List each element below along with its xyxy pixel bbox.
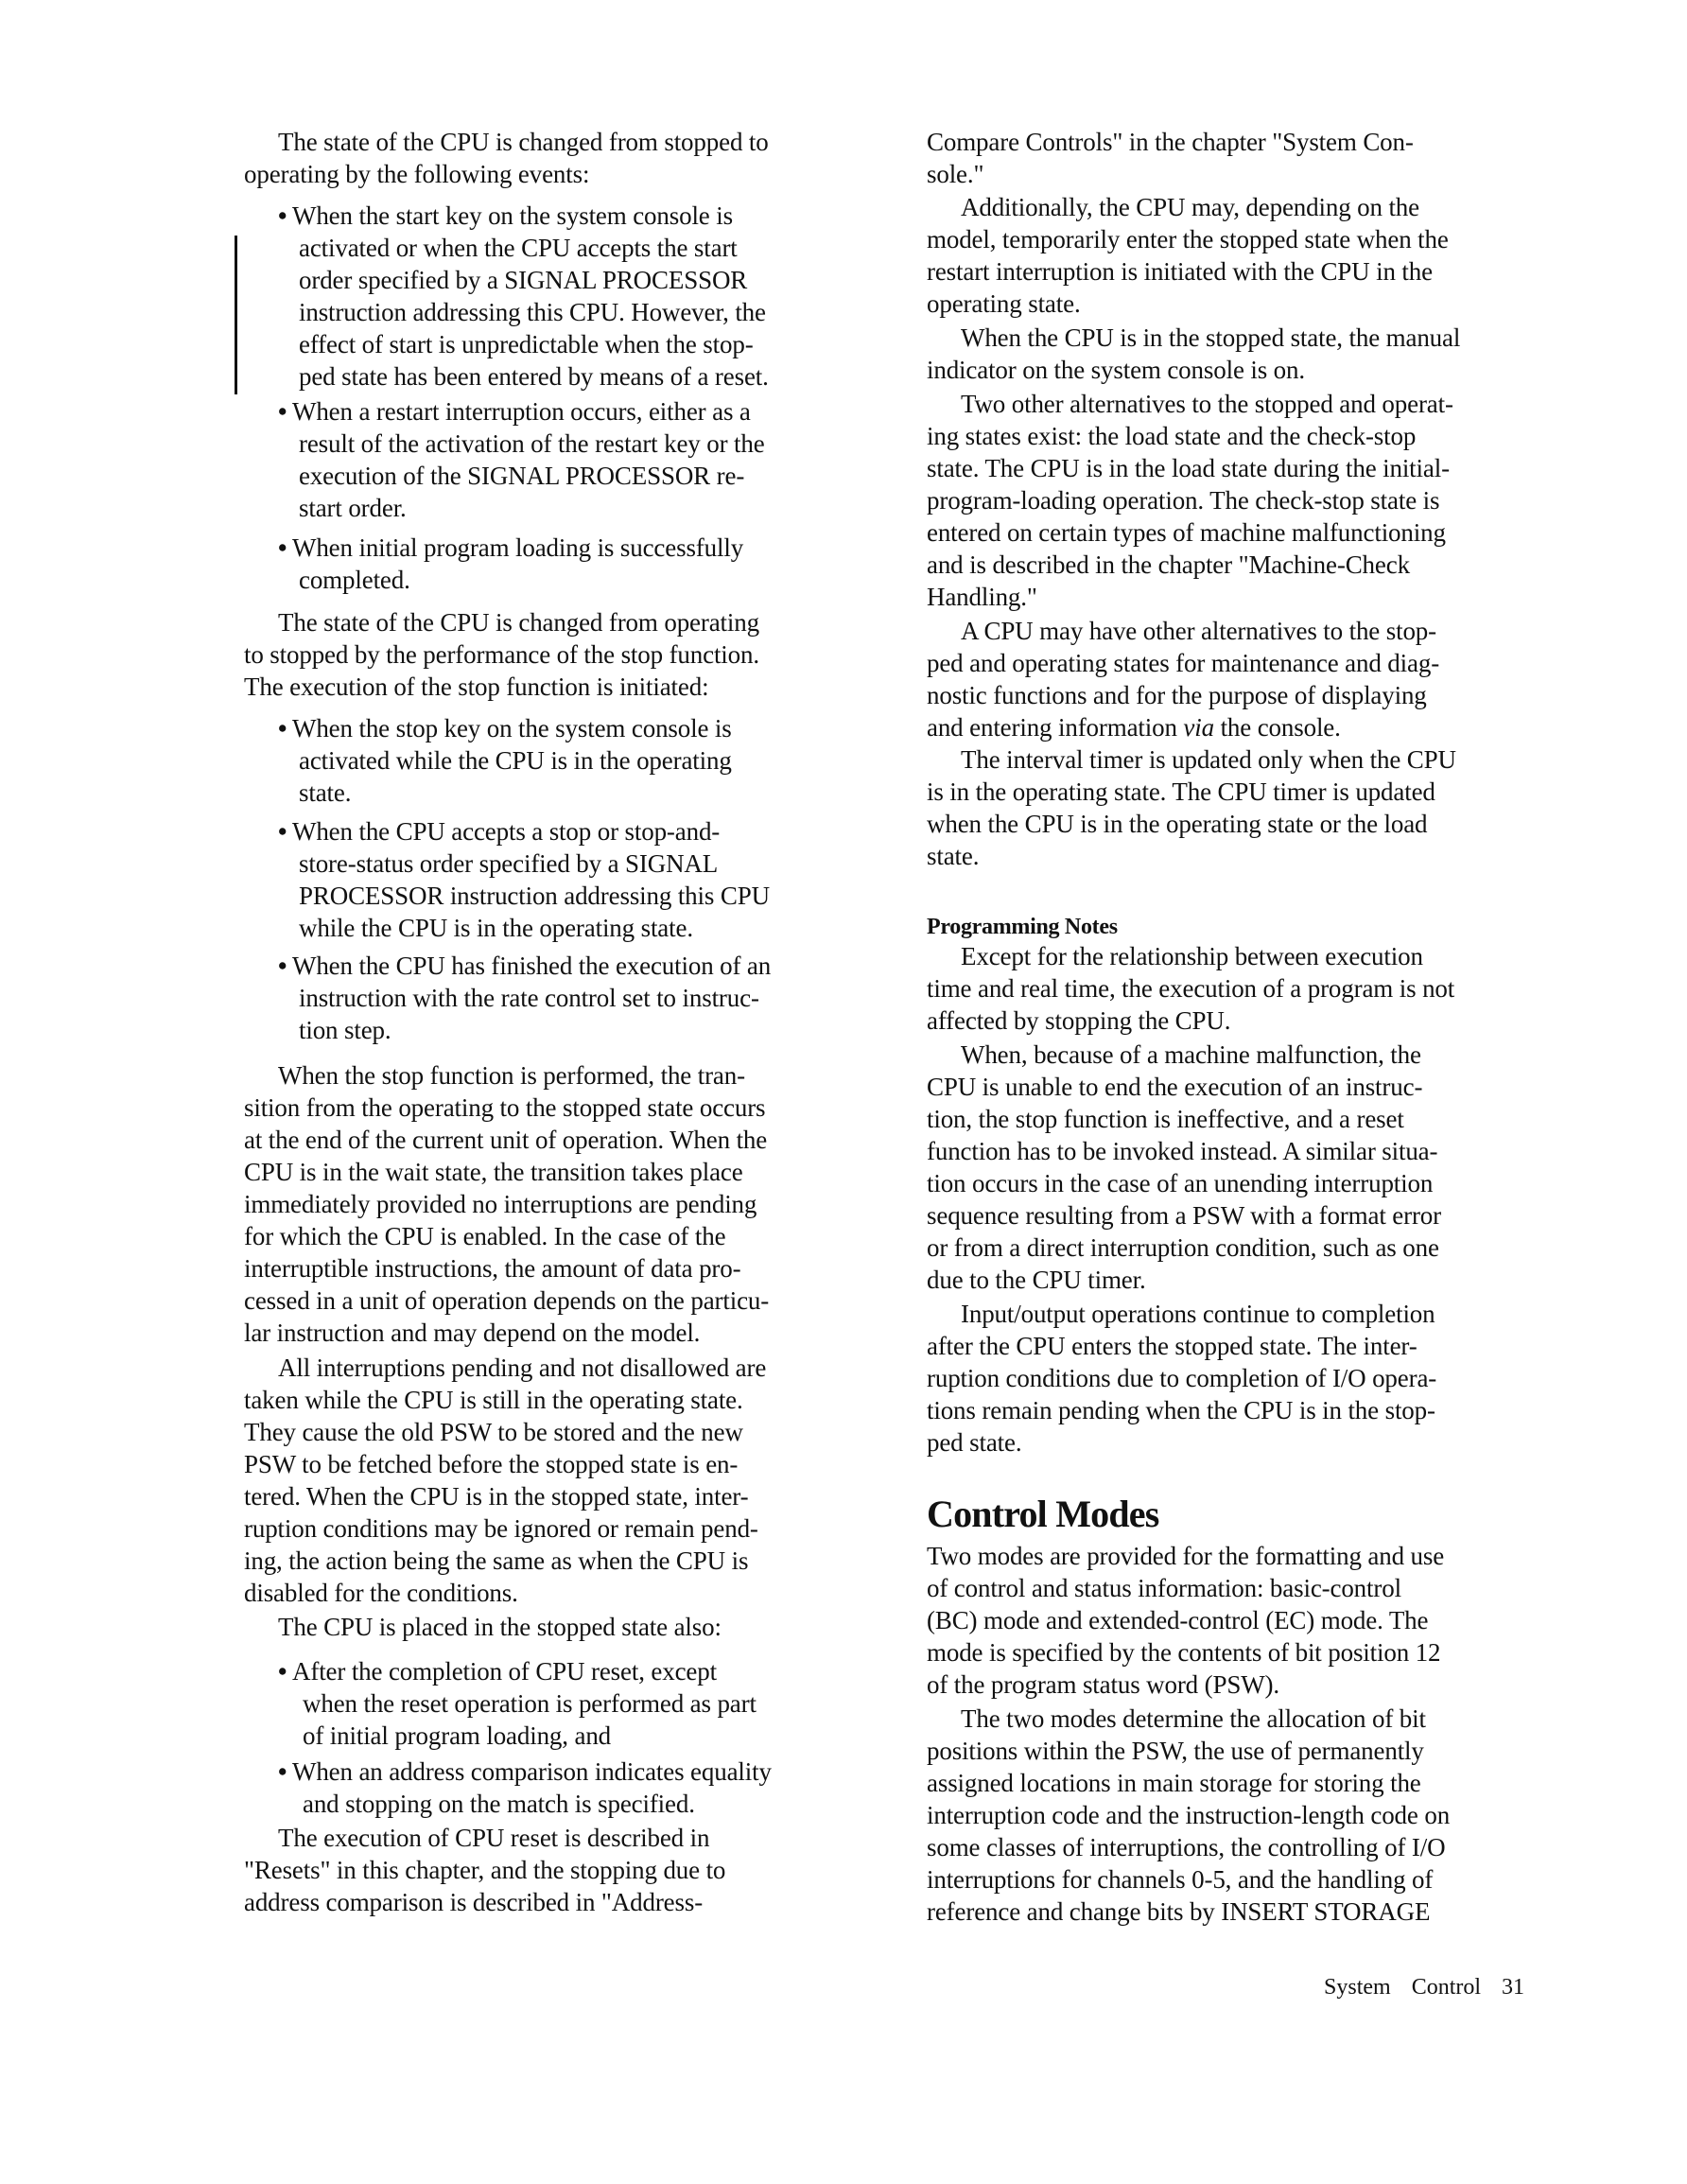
text-line: When, because of a machine malfunction, the: [961, 1040, 1421, 1069]
text-line: order specified by a SIGNAL PROCESSOR: [299, 266, 748, 294]
text-line: sition from the operating to the stopped state occurs: [244, 1093, 766, 1122]
programming-notes-heading: Programming Notes: [927, 915, 1118, 939]
bullet-item: • After the completion of CPU reset, except: [278, 1657, 717, 1686]
text-line: ped and operating states for maintenance and diag-: [927, 649, 1440, 677]
text-line: The interval timer is updated only when the CPU: [961, 745, 1456, 774]
bullet-icon: •: [278, 533, 287, 562]
bullet-icon: •: [278, 397, 287, 426]
text-line: PROCESSOR instruction addressing this CPU: [299, 882, 770, 910]
bullet-item: • When the start key on the system console is: [278, 201, 733, 230]
text-line: of control and status information: basic-control: [927, 1574, 1401, 1602]
text-line: state.: [927, 842, 980, 870]
text-line: completed.: [299, 566, 410, 594]
text-line: assigned locations in main storage for storing the: [927, 1769, 1421, 1797]
text-line: state.: [299, 778, 352, 807]
text-line: of the program status word (PSW).: [927, 1670, 1279, 1699]
text-line: interruptible instructions, the amount of data pro-: [244, 1254, 741, 1283]
text-line: Compare Controls" in the chapter "System Con-: [927, 128, 1414, 156]
text-line: tion, the stop function is ineffective, and a reset: [927, 1105, 1404, 1133]
text-line: interruption code and the instruction-length code on: [927, 1801, 1451, 1829]
text-line: restart interruption is initiated with the CPU in the: [927, 257, 1433, 286]
text-line: Two modes are provided for the formatting and use: [927, 1542, 1445, 1570]
text-line: address comparison is described in "Address-: [244, 1888, 704, 1916]
text-line: due to the CPU timer.: [927, 1266, 1146, 1294]
text-line: The execution of CPU reset is described in: [278, 1824, 710, 1852]
text-line: The state of the CPU is changed from stopped to: [278, 128, 769, 156]
bullet-icon: •: [278, 1757, 287, 1786]
text-line: activated while the CPU is in the operating: [299, 746, 732, 775]
text-line: is in the operating state. The CPU timer is updated: [927, 778, 1435, 806]
text-line: to stopped by the performance of the stop function.: [244, 640, 759, 669]
text-line: and is described in the chapter "Machine-Check: [927, 550, 1410, 579]
bullet-item: • When a restart interruption occurs, either as a: [278, 397, 751, 426]
bullet-item: • When the CPU accepts a stop or stop-and-: [278, 817, 721, 846]
text-line: instruction addressing this CPU. However, the: [299, 298, 766, 326]
text-line: and stopping on the match is specified.: [303, 1790, 695, 1818]
bullet-icon: •: [278, 952, 287, 980]
bullet-item: • When the CPU has finished the execution of an: [278, 952, 772, 980]
bullet-icon: •: [278, 714, 287, 743]
text-line: CPU is unable to end the execution of an instruc-: [927, 1073, 1423, 1101]
text-line: effect of start is unpredictable when the stop-: [299, 330, 754, 358]
text-line: "Resets" in this chapter, and the stopping due to: [244, 1856, 726, 1884]
text-line: ing, the action being the same as when the CPU is: [244, 1546, 749, 1575]
text-line: Two other alternatives to the stopped and operat-: [961, 390, 1453, 418]
bullet-icon: •: [278, 201, 287, 230]
section-heading: Control Modes: [927, 1493, 1159, 1535]
page-footer: [1324, 1975, 1524, 2001]
text-line: sole.": [927, 160, 984, 188]
bullet-item: • When initial program loading is successfully: [278, 533, 744, 562]
text-line: instruction with the rate control set to instruc-: [299, 984, 759, 1012]
text-line: Except for the relationship between execution: [961, 942, 1423, 970]
text-line: The state of the CPU is changed from operating: [278, 608, 759, 637]
italic-emphasis: via: [1183, 713, 1214, 742]
bullet-item: • When the stop key on the system console is: [278, 714, 732, 743]
text-line: CPU is in the wait state, the transition takes place: [244, 1158, 743, 1186]
text-line: tion step.: [299, 1016, 391, 1044]
text-line: sequence resulting from a PSW with a format error: [927, 1201, 1441, 1230]
text-line: The CPU is placed in the stopped state also:: [278, 1613, 722, 1641]
text-line: taken while the CPU is still in the operating state.: [244, 1386, 743, 1414]
text-line: program-loading operation. The check-stop state is: [927, 486, 1440, 515]
text-line: when the CPU is in the operating state or the load: [927, 810, 1428, 838]
text-line: interruptions for channels 0-5, and the handling of: [927, 1865, 1434, 1894]
text-line: after the CPU enters the stopped state. The inter-: [927, 1332, 1417, 1360]
text-line: ped state has been entered by means of a reset.: [299, 362, 769, 391]
text-line: ing states exist: the load state and the check-stop: [927, 422, 1417, 450]
text-line: ruption conditions may be ignored or remain pend-: [244, 1514, 758, 1543]
text-line: All interruptions pending and not disallowed are: [278, 1354, 767, 1382]
text-line: model, temporarily enter the stopped state when the: [927, 225, 1449, 253]
text-line: ruption conditions due to completion of I/O opera-: [927, 1364, 1437, 1392]
text-line: time and real time, the execution of a program is not: [927, 974, 1455, 1003]
text-line: operating by the following events:: [244, 160, 590, 188]
text-line: store-status order specified by a SIGNAL: [299, 849, 719, 878]
footer-chapter: Control: [1411, 1975, 1482, 2000]
text-line: Additionally, the CPU may, depending on the: [961, 193, 1419, 221]
text-line: start order.: [299, 494, 407, 522]
bullet-icon: •: [278, 817, 287, 846]
text-line: operating state.: [927, 289, 1081, 318]
text-line: When the stop function is performed, the tran-: [278, 1061, 745, 1090]
text-line: while the CPU is in the operating state.: [299, 914, 693, 942]
text-line: They cause the old PSW to be stored and the new: [244, 1418, 743, 1446]
text-line: lar instruction and may depend on the model.: [244, 1319, 701, 1347]
text-line: of initial program loading, and: [303, 1721, 612, 1750]
text-line: immediately provided no interruptions are pending: [244, 1190, 757, 1218]
text-line: Input/output operations continue to completion: [961, 1300, 1435, 1328]
text-line: activated or when the CPU accepts the start: [299, 234, 738, 262]
text-line: and entering information via the console.: [927, 713, 1341, 742]
text-line: The execution of the stop function is initiated:: [244, 673, 709, 701]
text-line: when the reset operation is performed as part: [303, 1689, 757, 1718]
revision-bar: [235, 236, 237, 394]
text-line: PSW to be fetched before the stopped state is en-: [244, 1450, 739, 1478]
text-line: some classes of interruptions, the controlling of I/O: [927, 1833, 1446, 1861]
text-line: result of the activation of the restart key or the: [299, 429, 765, 458]
text-line: A CPU may have other alternatives to the stop-: [961, 617, 1436, 645]
text-line: affected by stopping the CPU.: [927, 1006, 1231, 1035]
text-line: state. The CPU is in the load state during the initial-: [927, 454, 1450, 482]
text-line: or from a direct interruption condition, such as one: [927, 1233, 1439, 1262]
bullet-item: • When an address comparison indicates equality: [278, 1757, 772, 1786]
text-line: The two modes determine the allocation of bit: [961, 1704, 1426, 1733]
text-line: indicator on the system console is on.: [927, 356, 1305, 384]
text-line: Handling.": [927, 583, 1037, 611]
text-line: at the end of the current unit of operation. When the: [244, 1126, 768, 1154]
footer-section: System: [1324, 1975, 1391, 2000]
text-line: nostic functions and for the purpose of displaying: [927, 681, 1427, 709]
text-line: ped state.: [927, 1428, 1022, 1457]
text-line: (BC) mode and extended-control (EC) mode. The: [927, 1606, 1429, 1634]
page-number: 31: [1502, 1975, 1525, 2000]
text-line: tered. When the CPU is in the stopped state, inter-: [244, 1482, 749, 1511]
bullet-icon: •: [278, 1657, 287, 1686]
text-line: function has to be invoked instead. A similar situa-: [927, 1137, 1438, 1165]
text-line: tions remain pending when the CPU is in the stop-: [927, 1396, 1435, 1424]
text-line: for which the CPU is enabled. In the case of the: [244, 1222, 726, 1250]
text-line: disabled for the conditions.: [244, 1579, 518, 1607]
text-line: tion occurs in the case of an unending interruption: [927, 1169, 1434, 1197]
text-line: entered on certain types of machine malfunctioning: [927, 518, 1446, 547]
text-line: cessed in a unit of operation depends on the particu-: [244, 1286, 770, 1315]
text-line: execution of the SIGNAL PROCESSOR re-: [299, 462, 745, 490]
text-line: positions within the PSW, the use of permanently: [927, 1737, 1424, 1765]
text-line: When the CPU is in the stopped state, the manual: [961, 323, 1461, 352]
text-line: reference and change bits by INSERT STORAGE: [927, 1897, 1431, 1926]
text-line: mode is specified by the contents of bit position 12: [927, 1638, 1441, 1667]
